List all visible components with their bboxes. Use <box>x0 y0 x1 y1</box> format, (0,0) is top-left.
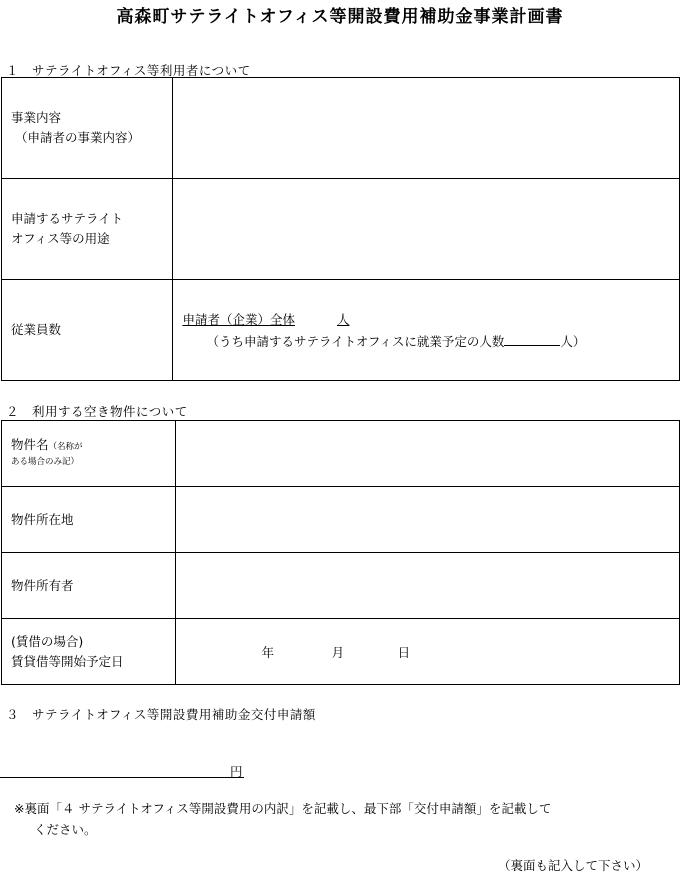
section2-heading: ２ 利用する空き物件について <box>6 404 188 419</box>
date-year: 年 <box>261 645 275 660</box>
office-usage-label: 申請するサテライト オフィス等の用途 <box>2 179 173 280</box>
row-office-usage <box>2 179 680 280</box>
employees-office-blank[interactable] <box>504 333 560 346</box>
property-owner-label: 物件所有者 <box>2 553 176 619</box>
yen-unit: 円 <box>230 764 243 779</box>
lease-start-date-field[interactable] <box>175 619 679 685</box>
property-name-field[interactable] <box>175 421 679 487</box>
office-usage-field[interactable] <box>173 179 680 280</box>
date-day: 日 <box>397 645 411 660</box>
property-name-label: 物件名（名称が ある場合のみ記） <box>2 421 176 487</box>
section2-table <box>1 420 680 685</box>
row-property-owner <box>2 553 680 619</box>
section1-heading: １ サテライトオフィス等利用者について <box>6 63 251 78</box>
section1-table <box>1 77 680 381</box>
property-owner-field[interactable] <box>175 553 679 619</box>
property-address-field[interactable] <box>175 487 679 553</box>
section3-heading: ３ サテライトオフィス等開設費用補助金交付申請額 <box>6 707 316 722</box>
footer-note: （裏面も記入して下さい） <box>498 858 649 873</box>
note-text: ※裏面「４ サテライトオフィス等開設費用の内訳」を記載し、最下部「交付申請額」を記載して ください。 <box>14 801 552 837</box>
employees-label: 従業員数 <box>2 280 173 381</box>
lease-start-label: (賃借の場合) 賃貸借等開始予定日 <box>2 619 176 685</box>
employees-field[interactable] <box>173 280 680 381</box>
row-business-content <box>2 78 680 179</box>
employees-office-text: （うち申請するサテライトオフィスに就業予定の人数 人） <box>206 334 586 349</box>
row-employees <box>2 280 680 381</box>
row-lease-start <box>2 619 680 685</box>
amount-input-line[interactable] <box>0 777 244 778</box>
row-property-name <box>2 421 680 487</box>
date-month: 月 <box>331 645 345 660</box>
employees-total-text: 申請者（企業）全体 人 <box>182 312 350 327</box>
business-content-field[interactable] <box>173 78 680 179</box>
document-title: 高森町サテライトオフィス等開設費用補助金事業計画書 <box>116 7 564 27</box>
row-property-address <box>2 487 680 553</box>
property-address-label: 物件所在地 <box>2 487 176 553</box>
business-content-label: 事業内容 （申請者の事業内容） <box>2 78 173 179</box>
